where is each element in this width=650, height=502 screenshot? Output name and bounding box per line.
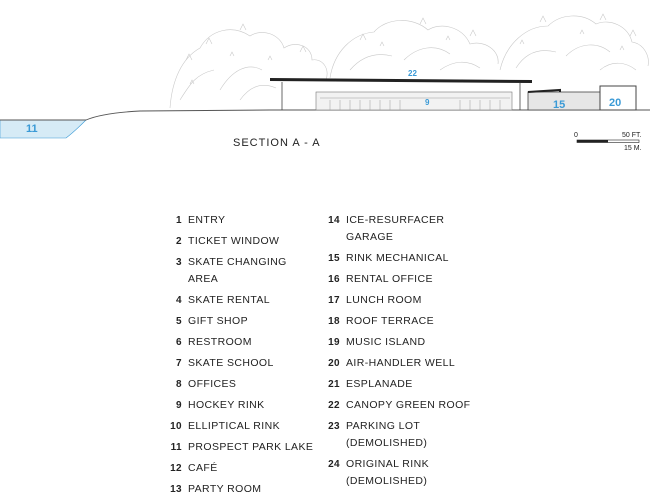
legend-label: TICKET WINDOW: [188, 235, 280, 247]
legend-item: [318, 418, 474, 452]
legend-number: 3: [176, 257, 182, 268]
legend-label: ENTRY: [188, 214, 226, 226]
legend-label: ELLIPTICAL RINK: [188, 420, 280, 432]
legend-item: [160, 355, 316, 372]
legend-column-2: [318, 212, 474, 494]
legend-item: [160, 292, 316, 309]
legend-item: [160, 439, 316, 456]
legend-item: [160, 376, 316, 393]
legend-label: AIR-HANDLER WELL: [346, 357, 456, 369]
legend-label: PARTY ROOM: [188, 483, 262, 495]
rink-building: [316, 92, 512, 110]
legend-label: LUNCH ROOM: [346, 294, 422, 306]
legend-label: RESTROOM: [188, 336, 252, 348]
legend-item: [318, 250, 474, 267]
legend-number: 5: [176, 316, 182, 327]
legend-item: [318, 313, 474, 330]
legend-number: 7: [176, 358, 182, 369]
callout-rink: 9: [425, 98, 430, 107]
legend-label: SKATE CHANGING AREA: [188, 256, 287, 285]
legend-label: ICE-RESURFACER GARAGE: [346, 214, 445, 243]
section-title: SECTION A - A: [233, 137, 321, 149]
legend-number: 2: [176, 236, 182, 247]
scale-feet: 50 FT.: [622, 132, 642, 139]
legend-item: [160, 397, 316, 414]
legend-number: 10: [170, 421, 182, 432]
legend-label: ROOF TERRACE: [346, 315, 435, 327]
legend-item: [160, 460, 316, 477]
ground-line: [0, 110, 650, 120]
legend-label: PARKING LOT (DEMOLISHED): [346, 420, 428, 449]
lake-water: [0, 120, 86, 138]
legend-item: [160, 481, 316, 498]
legend-number: 11: [170, 442, 182, 453]
legend-item: [160, 313, 316, 330]
legend-number: 18: [328, 316, 340, 327]
legend-item: [318, 397, 474, 414]
legend-item: [318, 292, 474, 309]
legend-number: 1: [176, 215, 182, 226]
legend-number: 4: [176, 295, 182, 306]
legend-label: ORIGINAL RINK (DEMOLISHED): [346, 458, 429, 487]
legend-number: 16: [328, 274, 340, 285]
legend-number: 9: [176, 400, 182, 411]
legend-label: PROSPECT PARK LAKE: [188, 441, 314, 453]
section-drawing: [0, 0, 650, 160]
legend-label: OFFICES: [188, 378, 237, 390]
callout-mechanical: 15: [553, 99, 566, 111]
legend-number: 8: [176, 379, 182, 390]
legend-label: RENTAL OFFICE: [346, 273, 433, 285]
legend-label: CAFÉ: [188, 462, 218, 474]
legend-label: SKATE RENTAL: [188, 294, 271, 306]
scale-meters: 15 M.: [624, 145, 642, 152]
legend-number: 6: [176, 337, 182, 348]
legend-label: MUSIC ISLAND: [346, 336, 426, 348]
legend-item: [160, 233, 316, 250]
legend-number: 22: [328, 400, 340, 411]
scale-bar: [574, 132, 642, 152]
legend-label: RINK MECHANICAL: [346, 252, 449, 264]
legend-number: 17: [328, 295, 340, 306]
legend-number: 19: [328, 337, 340, 348]
legend-item: [318, 212, 474, 246]
legend-number: 14: [328, 215, 340, 226]
callout-roof: 22: [408, 69, 417, 78]
legend-number: 23: [328, 421, 340, 432]
legend-item: [160, 254, 316, 288]
callout-lake: 11: [26, 123, 38, 135]
legend-item: [318, 334, 474, 351]
legend-item: [160, 212, 316, 229]
legend-label: SKATE SCHOOL: [188, 357, 274, 369]
legend-item: [318, 355, 474, 372]
legend-number: 21: [328, 379, 340, 390]
legend-number: 20: [328, 358, 340, 369]
legend-item: [318, 456, 474, 490]
canopy-roof: [270, 78, 532, 83]
legend-label: HOCKEY RINK: [188, 399, 265, 411]
legend-label: GIFT SHOP: [188, 315, 248, 327]
legend-label: ESPLANADE: [346, 378, 413, 390]
legend-number: 24: [328, 459, 340, 470]
legend-item: [318, 376, 474, 393]
callout-air-handler: 20: [609, 97, 622, 109]
legend-item: [318, 271, 474, 288]
legend-label: CANOPY GREEN ROOF: [346, 399, 471, 411]
legend-item: [160, 418, 316, 435]
legend-column-1: [160, 212, 316, 502]
scale-zero: 0: [574, 132, 578, 139]
legend-number: 15: [328, 253, 340, 264]
legend-number: 13: [170, 484, 182, 495]
legend-item: [160, 334, 316, 351]
legend-number: 12: [170, 463, 182, 474]
